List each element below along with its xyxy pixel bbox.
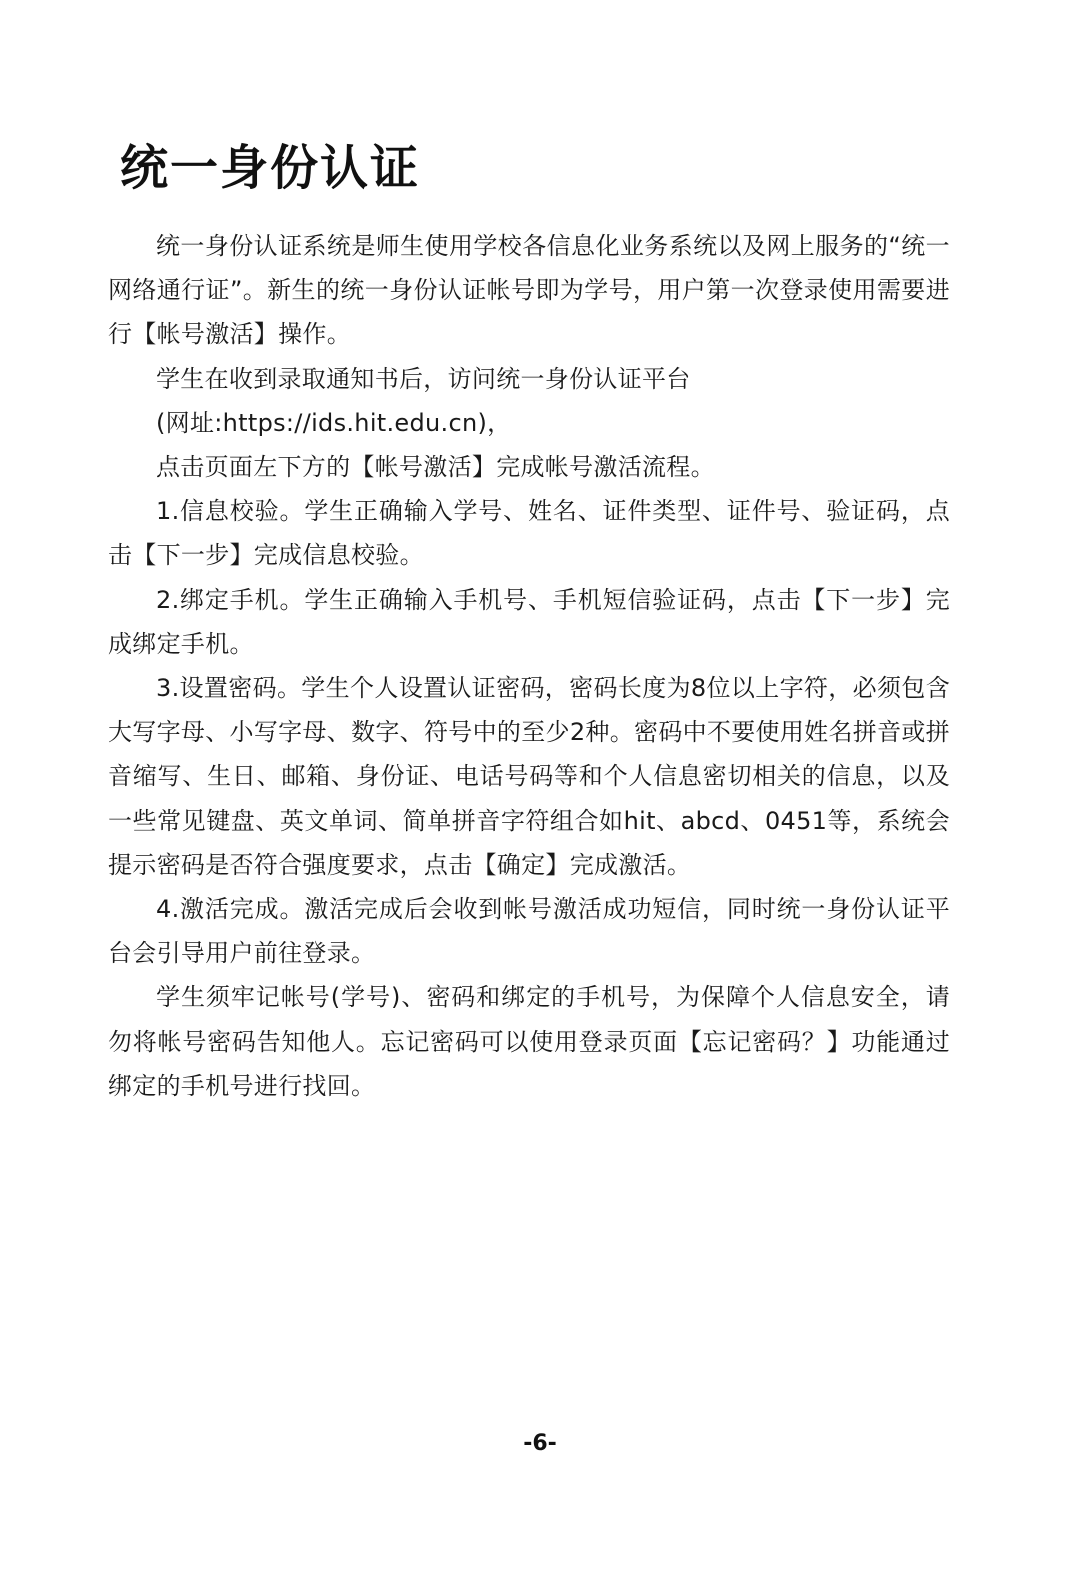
paragraph-click-activate: 点击页面左下方的【帐号激活】完成帐号激活流程。 [156,453,715,482]
paragraph-access-platform: 学生在收到录取通知书后，访问统一身份认证平台 [156,364,691,393]
paragraph-reminder: 学生须牢记帐号(学号)、密码和绑定的手机号，为保障个人信息安全，请勿将帐号密码告知他人。忘记密码可以使用登录页面【忘记密码？】功能通过绑定的手机号进行找回。 [108,983,950,1100]
paragraph-intro: 统一身份认证系统是师生使用学校各信息化业务系统以及网上服务的“统一网络通行证”。新生的统一身份认证帐号即为学号，用户第一次登录使用需要进行【帐号激活】操作。 [108,232,950,349]
paragraph-step-1: 1.信息校验。学生正确输入学号、姓名、证件类型、证件号、验证码，点击【下一步】完成信息校验。 [108,497,950,570]
paragraph-step-2: 2.绑定手机。学生正确输入手机号、手机短信验证码，点击【下一步】完成绑定手机。 [108,585,950,658]
page-number: -6- [523,1431,557,1456]
paragraph-step-3: 3.设置密码。学生个人设置认证密码，密码长度为8位以上字符，必须包含大写字母、小写字母、数字、符号中的至少2种。密码中不要使用姓名拼音或拼音缩写、生日、邮箱、身份证、电话号码等和个人信息密切相关的信息，以及一些常见键盘、英文单词、简单拼音字符组合如hit、abcd、0451等，系统会提示密码是否符合强度要求，点击【确定】完成激活。 [108,674,950,879]
page-title: 统一身份认证 [120,140,421,196]
body-text [108,224,950,1108]
paragraph-step-4: 4.激活完成。激活完成后会收到帐号激活成功短信，同时统一身份认证平台会引导用户前往登录。 [108,895,950,968]
paragraph-platform-url: (网址:https://ids.hit.edu.cn)， [156,408,512,437]
